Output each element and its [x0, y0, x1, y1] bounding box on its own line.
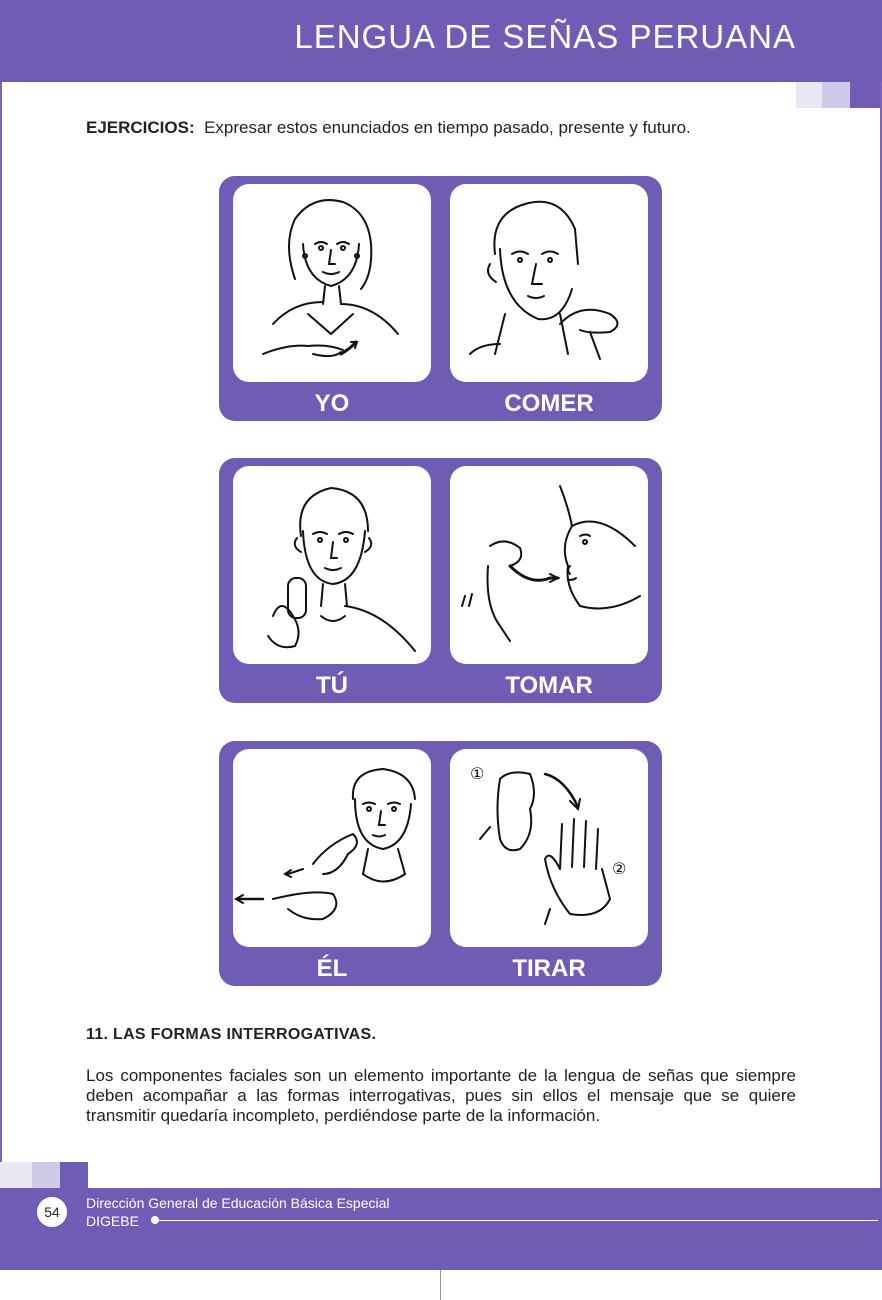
page-header [0, 0, 882, 82]
footer-deco-square [60, 1162, 88, 1188]
step-marker-1: ① [470, 764, 485, 783]
sign-card-1 [219, 176, 662, 421]
header-deco-square [796, 82, 822, 108]
exercise-text: Expresar estos enunciados en tiempo pasado, presente y futuro. [204, 118, 691, 137]
sign-panel-tomar [450, 466, 648, 664]
sign-panel-tirar [450, 749, 648, 947]
header-deco-square [822, 82, 850, 108]
page-number: 54 [37, 1197, 67, 1227]
sign-panel-el [233, 749, 431, 947]
sign-label-tu: TÚ [316, 672, 348, 699]
sign-label-tomar: TOMAR [505, 672, 593, 699]
page-border-left [0, 0, 2, 1270]
sign-label-el: ÉL [316, 955, 348, 982]
section-paragraph: Los componentes faciales son un elemento importante de la lengua de señas que siempre deben acompañar a las formas interrogativas, pues sin ellos el mensaje que se quiere transmitir quedaría incompleto, perdiéndose parte de la información. [86, 1066, 796, 1125]
sign-label-yo: YO [314, 390, 350, 417]
step-marker-2: ② [612, 859, 627, 878]
crop-mark [440, 1270, 441, 1300]
section-title: 11. LAS FORMAS INTERROGATIVAS. [86, 1026, 377, 1043]
footer-deco-square [32, 1162, 60, 1188]
sign-illustration-comer [450, 184, 648, 382]
sign-illustration-tu [233, 466, 431, 664]
footer-institution: Dirección General de Educación Básica Especial [86, 1195, 390, 1211]
sign-card-3 [219, 741, 662, 986]
exercise-label: EJERCICIOS: [86, 118, 195, 137]
sign-label-tirar: TIRAR [512, 955, 586, 982]
sign-panel-comer [450, 184, 648, 382]
sign-panel-yo [233, 184, 431, 382]
header-deco-square [850, 82, 880, 108]
sign-illustration-yo [233, 184, 431, 382]
sign-card-2 [219, 458, 662, 703]
sign-label-comer: COMER [504, 390, 594, 417]
footer-deco-square [0, 1162, 32, 1188]
header-title: LENGUA DE SEÑAS PERUANA [294, 18, 796, 55]
sign-illustration-tomar [450, 466, 648, 664]
sign-illustration-tirar [450, 749, 648, 947]
sign-illustration-el [233, 749, 431, 947]
footer-rule [158, 1220, 878, 1221]
exercise-instruction [86, 118, 691, 138]
sign-panel-tu [233, 466, 431, 664]
footer-acronym: DIGEBE [86, 1213, 139, 1229]
